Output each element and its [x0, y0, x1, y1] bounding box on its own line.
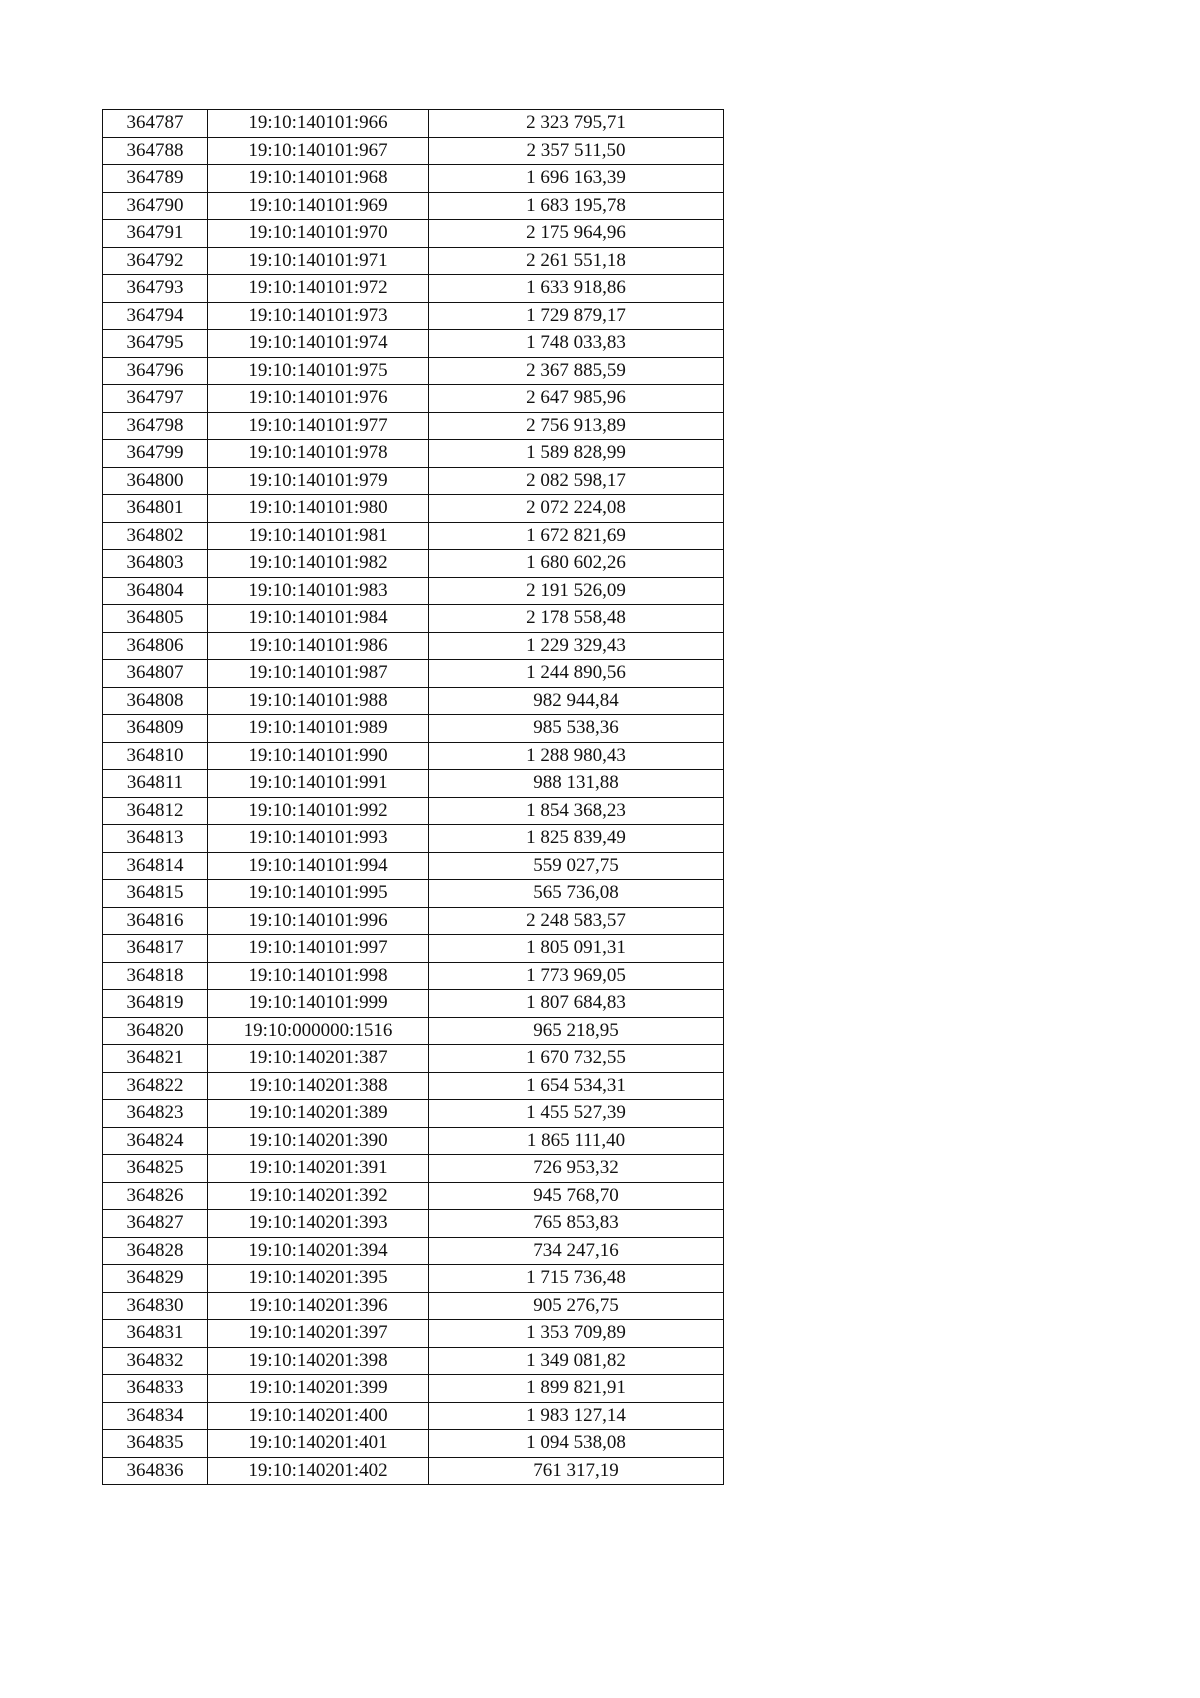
cadastral-number-cell: 19:10:140201:388	[208, 1072, 429, 1100]
cadastral-number-cell: 19:10:140101:990	[208, 742, 429, 770]
row-number-cell: 364812	[103, 797, 208, 825]
value-cell: 2 072 224,08	[429, 495, 724, 523]
value-cell: 2 647 985,96	[429, 385, 724, 413]
row-number-cell: 364828	[103, 1237, 208, 1265]
table-row	[103, 412, 724, 440]
row-number-cell: 364832	[103, 1347, 208, 1375]
cadastral-number-cell: 19:10:140101:998	[208, 962, 429, 990]
row-number-cell: 364821	[103, 1045, 208, 1073]
cadastral-number-cell: 19:10:140101:984	[208, 605, 429, 633]
value-cell: 965 218,95	[429, 1017, 724, 1045]
cadastral-number-cell: 19:10:140201:402	[208, 1457, 429, 1485]
row-number-cell: 364807	[103, 660, 208, 688]
value-cell: 2 367 885,59	[429, 357, 724, 385]
table-row	[103, 1402, 724, 1430]
row-number-cell: 364806	[103, 632, 208, 660]
value-cell: 1 680 602,26	[429, 550, 724, 578]
table-row	[103, 962, 724, 990]
row-number-cell: 364816	[103, 907, 208, 935]
cadastral-number-cell: 19:10:140201:391	[208, 1155, 429, 1183]
row-number-cell: 364817	[103, 935, 208, 963]
row-number-cell: 364824	[103, 1127, 208, 1155]
row-number-cell: 364803	[103, 550, 208, 578]
row-number-cell: 364833	[103, 1375, 208, 1403]
table-row	[103, 660, 724, 688]
row-number-cell: 364823	[103, 1100, 208, 1128]
table-body	[103, 110, 724, 1485]
cadastral-number-cell: 19:10:140101:981	[208, 522, 429, 550]
table-row	[103, 880, 724, 908]
value-cell: 1 672 821,69	[429, 522, 724, 550]
row-number-cell: 364804	[103, 577, 208, 605]
row-number-cell: 364818	[103, 962, 208, 990]
table-row	[103, 1100, 724, 1128]
row-number-cell: 364826	[103, 1182, 208, 1210]
value-cell: 1 589 828,99	[429, 440, 724, 468]
cadastral-number-cell: 19:10:140201:389	[208, 1100, 429, 1128]
cadastral-number-cell: 19:10:140101:979	[208, 467, 429, 495]
value-cell: 1 773 969,05	[429, 962, 724, 990]
row-number-cell: 364808	[103, 687, 208, 715]
row-number-cell: 364800	[103, 467, 208, 495]
row-number-cell: 364831	[103, 1320, 208, 1348]
value-cell: 1 715 736,48	[429, 1265, 724, 1293]
value-cell: 1 729 879,17	[429, 302, 724, 330]
table-row	[103, 357, 724, 385]
row-number-cell: 364787	[103, 110, 208, 138]
table-row	[103, 302, 724, 330]
row-number-cell: 364834	[103, 1402, 208, 1430]
table-row	[103, 137, 724, 165]
value-cell: 1 825 839,49	[429, 825, 724, 853]
row-number-cell: 364830	[103, 1292, 208, 1320]
row-number-cell: 364805	[103, 605, 208, 633]
cadastral-number-cell: 19:10:140201:397	[208, 1320, 429, 1348]
row-number-cell: 364822	[103, 1072, 208, 1100]
cadastral-number-cell: 19:10:140101:978	[208, 440, 429, 468]
row-number-cell: 364819	[103, 990, 208, 1018]
row-number-cell: 364825	[103, 1155, 208, 1183]
row-number-cell: 364795	[103, 330, 208, 358]
cadastral-number-cell: 19:10:140101:982	[208, 550, 429, 578]
value-cell: 1 805 091,31	[429, 935, 724, 963]
table-row	[103, 577, 724, 605]
table-row	[103, 467, 724, 495]
cadastral-number-cell: 19:10:140101:966	[208, 110, 429, 138]
value-cell: 1 288 980,43	[429, 742, 724, 770]
cadastral-number-cell: 19:10:140101:991	[208, 770, 429, 798]
cadastral-number-cell: 19:10:140101:992	[208, 797, 429, 825]
row-number-cell: 364801	[103, 495, 208, 523]
table-row	[103, 385, 724, 413]
table-row	[103, 1292, 724, 1320]
value-cell: 1 229 329,43	[429, 632, 724, 660]
data-table	[102, 109, 724, 1485]
table-row	[103, 742, 724, 770]
table-row	[103, 632, 724, 660]
cadastral-number-cell: 19:10:140101:967	[208, 137, 429, 165]
row-number-cell: 364796	[103, 357, 208, 385]
cadastral-number-cell: 19:10:140101:989	[208, 715, 429, 743]
value-cell: 1 353 709,89	[429, 1320, 724, 1348]
value-cell: 1 696 163,39	[429, 165, 724, 193]
row-number-cell: 364811	[103, 770, 208, 798]
cadastral-number-cell: 19:10:140201:393	[208, 1210, 429, 1238]
table-row	[103, 275, 724, 303]
cadastral-number-cell: 19:10:140201:401	[208, 1430, 429, 1458]
row-number-cell: 364788	[103, 137, 208, 165]
row-number-cell: 364810	[103, 742, 208, 770]
table-row	[103, 687, 724, 715]
value-cell: 2 178 558,48	[429, 605, 724, 633]
row-number-cell: 364798	[103, 412, 208, 440]
row-number-cell: 364813	[103, 825, 208, 853]
table-row	[103, 1017, 724, 1045]
cadastral-number-cell: 19:10:140101:975	[208, 357, 429, 385]
value-cell: 1 094 538,08	[429, 1430, 724, 1458]
cadastral-number-cell: 19:10:140201:395	[208, 1265, 429, 1293]
row-number-cell: 364799	[103, 440, 208, 468]
table-row	[103, 1210, 724, 1238]
table-row	[103, 770, 724, 798]
row-number-cell: 364827	[103, 1210, 208, 1238]
table-row	[103, 1045, 724, 1073]
value-cell: 1 854 368,23	[429, 797, 724, 825]
value-cell: 734 247,16	[429, 1237, 724, 1265]
cadastral-number-cell: 19:10:140101:986	[208, 632, 429, 660]
table-row	[103, 1320, 724, 1348]
value-cell: 1 654 534,31	[429, 1072, 724, 1100]
row-number-cell: 364835	[103, 1430, 208, 1458]
value-cell: 2 248 583,57	[429, 907, 724, 935]
cadastral-number-cell: 19:10:140101:971	[208, 247, 429, 275]
cadastral-number-cell: 19:10:140201:387	[208, 1045, 429, 1073]
table-row	[103, 1072, 724, 1100]
value-cell: 1 244 890,56	[429, 660, 724, 688]
cadastral-number-cell: 19:10:140201:390	[208, 1127, 429, 1155]
table-row	[103, 220, 724, 248]
table-row	[103, 1430, 724, 1458]
table-row	[103, 522, 724, 550]
table-row	[103, 907, 724, 935]
table-row	[103, 1375, 724, 1403]
table-row	[103, 825, 724, 853]
cadastral-number-cell: 19:10:140101:974	[208, 330, 429, 358]
value-cell: 985 538,36	[429, 715, 724, 743]
table-row	[103, 1127, 724, 1155]
value-cell: 1 633 918,86	[429, 275, 724, 303]
table-row	[103, 715, 724, 743]
table-row	[103, 852, 724, 880]
cadastral-number-cell: 19:10:140101:993	[208, 825, 429, 853]
value-cell: 2 082 598,17	[429, 467, 724, 495]
table-row	[103, 797, 724, 825]
row-number-cell: 364790	[103, 192, 208, 220]
value-cell: 1 670 732,55	[429, 1045, 724, 1073]
value-cell: 1 683 195,78	[429, 192, 724, 220]
cadastral-number-cell: 19:10:140201:400	[208, 1402, 429, 1430]
cadastral-number-cell: 19:10:140101:987	[208, 660, 429, 688]
cadastral-number-cell: 19:10:140101:995	[208, 880, 429, 908]
table-row	[103, 247, 724, 275]
value-cell: 1 807 684,83	[429, 990, 724, 1018]
value-cell: 982 944,84	[429, 687, 724, 715]
table-row	[103, 192, 724, 220]
table-row	[103, 1237, 724, 1265]
cadastral-number-cell: 19:10:140101:970	[208, 220, 429, 248]
cadastral-number-cell: 19:10:140101:994	[208, 852, 429, 880]
value-cell: 1 899 821,91	[429, 1375, 724, 1403]
cadastral-number-cell: 19:10:140101:976	[208, 385, 429, 413]
cadastral-number-cell: 19:10:140101:973	[208, 302, 429, 330]
table-row	[103, 1347, 724, 1375]
cadastral-number-cell: 19:10:140101:983	[208, 577, 429, 605]
table-row	[103, 935, 724, 963]
value-cell: 1 349 081,82	[429, 1347, 724, 1375]
row-number-cell: 364794	[103, 302, 208, 330]
cadastral-number-cell: 19:10:140101:968	[208, 165, 429, 193]
cadastral-number-cell: 19:10:140201:392	[208, 1182, 429, 1210]
table-row	[103, 1265, 724, 1293]
row-number-cell: 364792	[103, 247, 208, 275]
value-cell: 2 175 964,96	[429, 220, 724, 248]
cadastral-number-cell: 19:10:140201:398	[208, 1347, 429, 1375]
value-cell: 726 953,32	[429, 1155, 724, 1183]
row-number-cell: 364797	[103, 385, 208, 413]
row-number-cell: 364802	[103, 522, 208, 550]
value-cell: 1 865 111,40	[429, 1127, 724, 1155]
row-number-cell: 364836	[103, 1457, 208, 1485]
row-number-cell: 364814	[103, 852, 208, 880]
value-cell: 2 756 913,89	[429, 412, 724, 440]
row-number-cell: 364820	[103, 1017, 208, 1045]
row-number-cell: 364793	[103, 275, 208, 303]
value-cell: 2 261 551,18	[429, 247, 724, 275]
value-cell: 2 357 511,50	[429, 137, 724, 165]
row-number-cell: 364815	[103, 880, 208, 908]
table-row	[103, 550, 724, 578]
value-cell: 761 317,19	[429, 1457, 724, 1485]
value-cell: 2 323 795,71	[429, 110, 724, 138]
value-cell: 565 736,08	[429, 880, 724, 908]
value-cell: 765 853,83	[429, 1210, 724, 1238]
table-row	[103, 1182, 724, 1210]
cadastral-number-cell: 19:10:000000:1516	[208, 1017, 429, 1045]
cadastral-number-cell: 19:10:140101:972	[208, 275, 429, 303]
table-row	[103, 990, 724, 1018]
value-cell: 1 748 033,83	[429, 330, 724, 358]
table-row	[103, 1155, 724, 1183]
value-cell: 1 455 527,39	[429, 1100, 724, 1128]
table-row	[103, 110, 724, 138]
value-cell: 559 027,75	[429, 852, 724, 880]
cadastral-number-cell: 19:10:140201:394	[208, 1237, 429, 1265]
table-row	[103, 440, 724, 468]
row-number-cell: 364829	[103, 1265, 208, 1293]
value-cell: 945 768,70	[429, 1182, 724, 1210]
value-cell: 2 191 526,09	[429, 577, 724, 605]
cadastral-number-cell: 19:10:140201:399	[208, 1375, 429, 1403]
cadastral-number-cell: 19:10:140101:996	[208, 907, 429, 935]
cadastral-number-cell: 19:10:140101:977	[208, 412, 429, 440]
table-row	[103, 165, 724, 193]
value-cell: 1 983 127,14	[429, 1402, 724, 1430]
table-row	[103, 330, 724, 358]
row-number-cell: 364791	[103, 220, 208, 248]
row-number-cell: 364809	[103, 715, 208, 743]
value-cell: 988 131,88	[429, 770, 724, 798]
row-number-cell: 364789	[103, 165, 208, 193]
cadastral-number-cell: 19:10:140101:980	[208, 495, 429, 523]
cadastral-number-cell: 19:10:140201:396	[208, 1292, 429, 1320]
cadastral-number-cell: 19:10:140101:988	[208, 687, 429, 715]
table-row	[103, 605, 724, 633]
cadastral-number-cell: 19:10:140101:969	[208, 192, 429, 220]
cadastral-number-cell: 19:10:140101:997	[208, 935, 429, 963]
cadastral-number-cell: 19:10:140101:999	[208, 990, 429, 1018]
value-cell: 905 276,75	[429, 1292, 724, 1320]
table-row	[103, 1457, 724, 1485]
table-row	[103, 495, 724, 523]
